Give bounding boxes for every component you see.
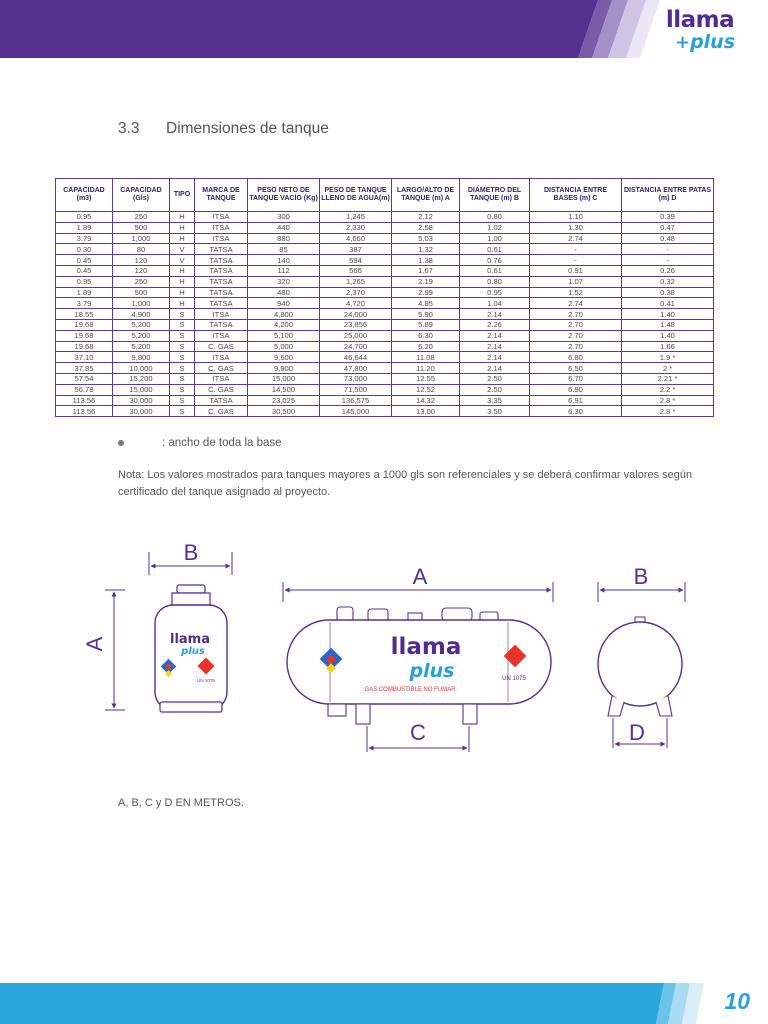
table-cell: 1,000 bbox=[113, 233, 170, 244]
table-cell: H bbox=[170, 222, 195, 233]
table-cell: - bbox=[530, 244, 622, 255]
table-cell: TATSA bbox=[195, 265, 248, 276]
vertical-label-a: A bbox=[82, 636, 107, 652]
table-cell: 4,720 bbox=[320, 298, 392, 309]
table-cell: 0.38 bbox=[622, 287, 714, 298]
dimensions-table bbox=[55, 178, 714, 417]
table-cell: 5,200 bbox=[113, 341, 170, 352]
table-cell: 5,200 bbox=[113, 319, 170, 330]
table-cell: ITSA bbox=[195, 330, 248, 341]
table-cell: 12.52 bbox=[392, 384, 460, 395]
bullet-note bbox=[118, 437, 282, 449]
table-cell: 120 bbox=[113, 255, 170, 266]
table-cell: - bbox=[622, 255, 714, 266]
table-cell: 10,000 bbox=[113, 363, 170, 374]
table-cell: 300 bbox=[248, 212, 320, 223]
section-number: 3.3 bbox=[118, 120, 140, 137]
brand-name-top: llama bbox=[665, 7, 735, 33]
table-cell: 880 bbox=[248, 233, 320, 244]
table-cell: 0.48 bbox=[622, 233, 714, 244]
table-cell: 19.68 bbox=[56, 330, 113, 341]
table-header-cell: CAPACIDAD (Gls) bbox=[113, 179, 170, 212]
table-cell: 9,800 bbox=[113, 352, 170, 363]
table-header-cell: MARCA DE TANQUE bbox=[195, 179, 248, 212]
table-cell: 0.45 bbox=[56, 255, 113, 266]
table-cell: ITSA bbox=[195, 373, 248, 384]
table-cell: 0.61 bbox=[460, 265, 530, 276]
table-cell: 320 bbox=[248, 276, 320, 287]
table-cell: 30,000 bbox=[113, 395, 170, 406]
table-cell: 5.90 bbox=[392, 309, 460, 320]
table-cell: 1.89 bbox=[56, 287, 113, 298]
table-cell: - bbox=[530, 255, 622, 266]
table-row bbox=[56, 363, 714, 374]
table-cell: 0.95 bbox=[460, 287, 530, 298]
table-cell: 11.20 bbox=[392, 363, 460, 374]
table-cell: 0.80 bbox=[460, 276, 530, 287]
table-cell: 1.9 * bbox=[622, 352, 714, 363]
vertical-logo-bottom: plus bbox=[181, 646, 205, 657]
table-cell: 566 bbox=[320, 265, 392, 276]
table-cell: 5.03 bbox=[392, 233, 460, 244]
table-cell: S bbox=[170, 341, 195, 352]
table-cell: 12.55 bbox=[392, 373, 460, 384]
table-header-cell: DIÁMETRO DEL TANQUE (m) B bbox=[460, 179, 530, 212]
table-cell: ITSA bbox=[195, 212, 248, 223]
horizontal-caption: GAS COMBUSTIBLE NO FUMAR bbox=[364, 687, 456, 693]
table-cell: 2.19 bbox=[392, 276, 460, 287]
table-cell: 0.76 bbox=[460, 255, 530, 266]
table-cell: 1.40 bbox=[622, 309, 714, 320]
table-cell: 1.07 bbox=[530, 276, 622, 287]
table-cell: 2,370 bbox=[320, 287, 392, 298]
vertical-un-code: UN 1075 bbox=[197, 678, 215, 683]
table-cell: TATSA bbox=[195, 244, 248, 255]
table-row bbox=[56, 384, 714, 395]
table-cell: 2.50 bbox=[460, 373, 530, 384]
table-cell: 30,500 bbox=[248, 406, 320, 417]
table-cell: S bbox=[170, 363, 195, 374]
footer-band bbox=[0, 983, 768, 1024]
table-cell: 4,900 bbox=[113, 309, 170, 320]
table-cell: 13.00 bbox=[392, 406, 460, 417]
table-row bbox=[56, 395, 714, 406]
table-header-cell: TIPO bbox=[170, 179, 195, 212]
table-cell: 1.00 bbox=[460, 233, 530, 244]
table-cell: TATSA bbox=[195, 298, 248, 309]
horizontal-label-a: A bbox=[412, 564, 428, 589]
plus-icon: + bbox=[674, 32, 691, 53]
bullet-text: : ancho de toda la base bbox=[162, 437, 282, 449]
header-band bbox=[0, 0, 768, 62]
table-cell: 0.80 bbox=[460, 212, 530, 223]
table-cell: 85 bbox=[248, 244, 320, 255]
units-note: A, B, C y D EN METROS. bbox=[118, 797, 244, 809]
table-cell: ITSA bbox=[195, 352, 248, 363]
brand-name-bottom: plus bbox=[690, 31, 736, 53]
table-cell: 4,800 bbox=[248, 309, 320, 320]
table-cell: C. GAS bbox=[195, 384, 248, 395]
side-label-d: D bbox=[629, 720, 645, 745]
table-cell: 5.89 bbox=[392, 319, 460, 330]
table-cell: 2.2 * bbox=[622, 384, 714, 395]
table-cell: S bbox=[170, 319, 195, 330]
table-cell: ITSA bbox=[195, 233, 248, 244]
table-cell: 0.47 bbox=[622, 222, 714, 233]
table-cell: 1.66 bbox=[622, 341, 714, 352]
table-cell: 4,660 bbox=[320, 233, 392, 244]
table-cell: 0.39 bbox=[622, 212, 714, 223]
table-cell: 2.12 bbox=[392, 212, 460, 223]
table-cell: 387 bbox=[320, 244, 392, 255]
table-cell: 2.70 bbox=[530, 330, 622, 341]
table-cell: V bbox=[170, 255, 195, 266]
table-cell: 2.70 bbox=[530, 319, 622, 330]
table-row bbox=[56, 373, 714, 384]
table-cell: S bbox=[170, 330, 195, 341]
table-row bbox=[56, 244, 714, 255]
table-header-cell: DISTANCIA ENTRE BASES (m) C bbox=[530, 179, 622, 212]
table-cell: 37.10 bbox=[56, 352, 113, 363]
table-cell: 0.95 bbox=[56, 212, 113, 223]
table-row bbox=[56, 319, 714, 330]
table-cell: S bbox=[170, 384, 195, 395]
table-cell: 2.14 bbox=[460, 330, 530, 341]
table-cell: 2.58 bbox=[392, 222, 460, 233]
table-cell: 73,000 bbox=[320, 373, 392, 384]
table-cell: TATSA bbox=[195, 255, 248, 266]
table-cell: 24,700 bbox=[320, 341, 392, 352]
table-cell: 0.30 bbox=[56, 244, 113, 255]
table-cell: C. GAS bbox=[195, 406, 248, 417]
table-cell: C. GAS bbox=[195, 363, 248, 374]
table-cell: 5,100 bbox=[248, 330, 320, 341]
table-body bbox=[56, 212, 714, 417]
table-cell: 1,245 bbox=[320, 212, 392, 223]
table-cell: 3.79 bbox=[56, 298, 113, 309]
vertical-tank-diagram bbox=[82, 540, 232, 712]
table-cell: TATSA bbox=[195, 276, 248, 287]
table-cell: 250 bbox=[113, 212, 170, 223]
table-cell: 1.32 bbox=[392, 244, 460, 255]
table-cell: 15,000 bbox=[113, 384, 170, 395]
table-cell: 24,000 bbox=[320, 309, 392, 320]
table-cell: - bbox=[622, 244, 714, 255]
table-cell: 440 bbox=[248, 222, 320, 233]
table-row bbox=[56, 287, 714, 298]
table-cell: 57.54 bbox=[56, 373, 113, 384]
table-cell: 14,500 bbox=[248, 384, 320, 395]
table-cell: 1.38 bbox=[392, 255, 460, 266]
table-row bbox=[56, 233, 714, 244]
table-cell: 500 bbox=[113, 222, 170, 233]
table-cell: H bbox=[170, 287, 195, 298]
table-cell: 1.40 bbox=[622, 330, 714, 341]
table-cell: 2.14 bbox=[460, 363, 530, 374]
table-row bbox=[56, 276, 714, 287]
table-cell: 5,200 bbox=[113, 330, 170, 341]
table-cell: V bbox=[170, 244, 195, 255]
table-row bbox=[56, 222, 714, 233]
table-cell: ITSA bbox=[195, 222, 248, 233]
table-cell: 46,644 bbox=[320, 352, 392, 363]
table-cell: H bbox=[170, 298, 195, 309]
table-cell: H bbox=[170, 276, 195, 287]
table-cell: S bbox=[170, 309, 195, 320]
table-cell: 145,000 bbox=[320, 406, 392, 417]
table-cell: 2.74 bbox=[530, 233, 622, 244]
table-cell: S bbox=[170, 352, 195, 363]
table-cell: 6.70 bbox=[530, 373, 622, 384]
table-cell: 2.8 * bbox=[622, 395, 714, 406]
table-cell: 2.14 bbox=[460, 352, 530, 363]
table-cell: 1.67 bbox=[392, 265, 460, 276]
table-cell: 480 bbox=[248, 287, 320, 298]
table-cell: 2.99 bbox=[392, 287, 460, 298]
page-number: 10 bbox=[724, 988, 750, 1014]
table-cell: H bbox=[170, 212, 195, 223]
section-title bbox=[118, 120, 329, 138]
section-heading: Dimensiones de tanque bbox=[166, 120, 329, 137]
table-cell: 15,200 bbox=[113, 373, 170, 384]
table-header-row bbox=[56, 179, 714, 212]
table-cell: 2.74 bbox=[530, 298, 622, 309]
table-cell: 113.56 bbox=[56, 395, 113, 406]
table-cell: 1.30 bbox=[530, 222, 622, 233]
table-cell: 0.41 bbox=[622, 298, 714, 309]
table-cell: TATSA bbox=[195, 287, 248, 298]
table-header-cell: LARGO/ALTO DE TANQUE (m) A bbox=[392, 179, 460, 212]
table-cell: 1.48 bbox=[622, 319, 714, 330]
table-cell: 136,575 bbox=[320, 395, 392, 406]
table-cell: 6.30 bbox=[530, 406, 622, 417]
horizontal-tank-diagram bbox=[283, 564, 553, 752]
table-cell: 2.70 bbox=[530, 309, 622, 320]
table-cell: 2.14 bbox=[460, 309, 530, 320]
table-cell: 1.02 bbox=[460, 222, 530, 233]
table-cell: 6.20 bbox=[392, 341, 460, 352]
table-cell: S bbox=[170, 373, 195, 384]
table-cell: 6.91 bbox=[530, 395, 622, 406]
table-cell: 6.80 bbox=[530, 352, 622, 363]
dimensions-table-wrap bbox=[55, 178, 713, 417]
horizontal-logo-top: llama bbox=[390, 634, 462, 660]
horizontal-label-c: C bbox=[410, 720, 426, 745]
table-cell: 15,000 bbox=[248, 373, 320, 384]
horizontal-logo-bottom: plus bbox=[409, 660, 455, 682]
table-header-cell: DISTANCIA ENTRE PATAS (m) D bbox=[622, 179, 714, 212]
table-cell: C. GAS bbox=[195, 341, 248, 352]
table-cell: 0.95 bbox=[56, 276, 113, 287]
table-cell: 2.26 bbox=[460, 319, 530, 330]
table-cell: 2.21 * bbox=[622, 373, 714, 384]
table-cell: ITSA bbox=[195, 309, 248, 320]
table-cell: 19.68 bbox=[56, 319, 113, 330]
table-cell: 1,000 bbox=[113, 298, 170, 309]
table-cell: 940 bbox=[248, 298, 320, 309]
table-cell: 25,000 bbox=[320, 330, 392, 341]
table-cell: 0.91 bbox=[530, 265, 622, 276]
table-cell: 1,265 bbox=[320, 276, 392, 287]
table-cell: 594 bbox=[320, 255, 392, 266]
table-cell: 2,330 bbox=[320, 222, 392, 233]
table-cell: 56.78 bbox=[56, 384, 113, 395]
table-cell: H bbox=[170, 233, 195, 244]
table-cell: 120 bbox=[113, 265, 170, 276]
table-header-cell: CAPACIDAD (m3) bbox=[56, 179, 113, 212]
table-row bbox=[56, 352, 714, 363]
table-row bbox=[56, 330, 714, 341]
table-cell: 1.10 bbox=[530, 212, 622, 223]
table-cell: 140 bbox=[248, 255, 320, 266]
table-cell: 3.35 bbox=[460, 395, 530, 406]
table-cell: 9,600 bbox=[248, 352, 320, 363]
footer-decoration bbox=[0, 983, 768, 1024]
table-cell: TATSA bbox=[195, 319, 248, 330]
table-cell: 6.90 bbox=[530, 384, 622, 395]
table-cell: 3.79 bbox=[56, 233, 113, 244]
table-cell: 2.70 bbox=[530, 341, 622, 352]
table-cell: 9,900 bbox=[248, 363, 320, 374]
table-cell: 0.61 bbox=[460, 244, 530, 255]
tank-diagrams bbox=[0, 530, 768, 780]
table-cell: 4,200 bbox=[248, 319, 320, 330]
table-row bbox=[56, 265, 714, 276]
table-header-cell: PESO DE TANQUE LLENO DE AGUA(m) bbox=[320, 179, 392, 212]
table-cell: 11.08 bbox=[392, 352, 460, 363]
table-cell: 4.85 bbox=[392, 298, 460, 309]
horizontal-un-code: UN 1075 bbox=[502, 676, 526, 682]
table-cell: 23,025 bbox=[248, 395, 320, 406]
table-header-cell: PESO NETO DE TANQUE VACÍO (Kg) bbox=[248, 179, 320, 212]
table-cell: 113.56 bbox=[56, 406, 113, 417]
table-row bbox=[56, 298, 714, 309]
table-cell: 19.68 bbox=[56, 341, 113, 352]
table-cell: 80 bbox=[113, 244, 170, 255]
table-cell: 250 bbox=[113, 276, 170, 287]
table-cell: 1.89 bbox=[56, 222, 113, 233]
vertical-logo-top: llama bbox=[169, 632, 211, 647]
table-cell: 23,856 bbox=[320, 319, 392, 330]
table-cell: 6.50 bbox=[530, 363, 622, 374]
table-row bbox=[56, 341, 714, 352]
table-cell: 112 bbox=[248, 265, 320, 276]
side-label-b: B bbox=[633, 564, 649, 589]
table-cell: 6.30 bbox=[392, 330, 460, 341]
table-cell: 47,800 bbox=[320, 363, 392, 374]
table-row bbox=[56, 212, 714, 223]
table-cell: S bbox=[170, 395, 195, 406]
table-cell: 14.32 bbox=[392, 395, 460, 406]
bullet-dot bbox=[118, 440, 124, 446]
table-cell: 1.52 bbox=[530, 287, 622, 298]
table-cell: TATSA bbox=[195, 395, 248, 406]
table-row bbox=[56, 309, 714, 320]
table-row bbox=[56, 406, 714, 417]
table-cell: 5,000 bbox=[248, 341, 320, 352]
table-cell: S bbox=[170, 406, 195, 417]
table-cell: 2.14 bbox=[460, 341, 530, 352]
table-cell: 71,500 bbox=[320, 384, 392, 395]
side-view-diagram bbox=[598, 564, 685, 748]
table-row bbox=[56, 255, 714, 266]
reference-note: Nota: Los valores mostrados para tanques mayores a 1000 gls son referenciales y se deberá confirmar valores según certificado del tanque asignado al proyecto. bbox=[118, 469, 693, 498]
table-cell: 3.50 bbox=[460, 406, 530, 417]
table-cell: 37.85 bbox=[56, 363, 113, 374]
table-cell: 0.26 bbox=[622, 265, 714, 276]
brand-name-bottom-wrap bbox=[660, 32, 750, 53]
table-cell: 2.8 * bbox=[622, 406, 714, 417]
table-cell: H bbox=[170, 265, 195, 276]
table-cell: 30,000 bbox=[113, 406, 170, 417]
table-cell: 1.04 bbox=[460, 298, 530, 309]
vertical-label-b: B bbox=[183, 540, 199, 565]
table-cell: 0.45 bbox=[56, 265, 113, 276]
table-cell: 18.55 bbox=[56, 309, 113, 320]
table-cell: 0.32 bbox=[622, 276, 714, 287]
table-cell: 500 bbox=[113, 287, 170, 298]
table-cell: 2 * bbox=[622, 363, 714, 374]
brand-logo bbox=[650, 8, 750, 53]
table-cell: 2.50 bbox=[460, 384, 530, 395]
